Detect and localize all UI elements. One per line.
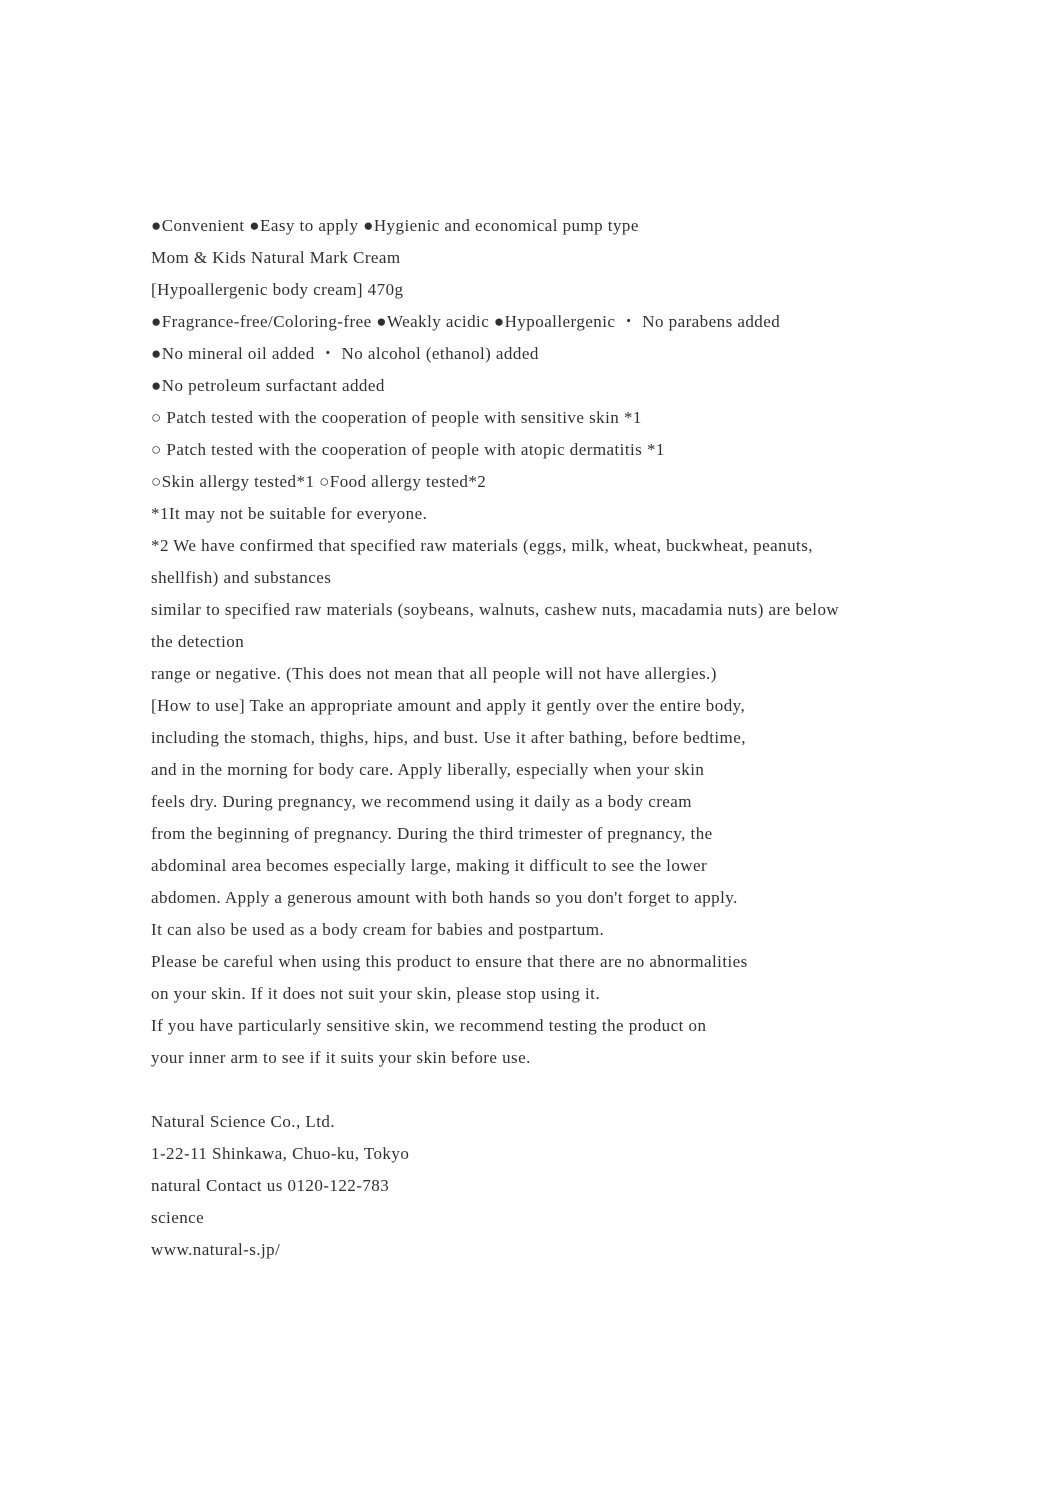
text-line: on your skin. If it does not suit your skin, please stop using it. bbox=[151, 984, 601, 1003]
company-name-part-line: science bbox=[151, 1208, 205, 1227]
text-line: abdomen. Apply a generous amount with both hands so you don't forget to apply. bbox=[151, 888, 738, 907]
text-line: [Hypoallergenic body cream] 470g bbox=[151, 280, 404, 299]
text-line: ○ Patch tested with the cooperation of people with atopic dermatitis *1 bbox=[151, 440, 665, 459]
text-line: It can also be used as a body cream for babies and postpartum. bbox=[151, 920, 605, 939]
company-name-line: Natural Science Co., Ltd. bbox=[151, 1112, 336, 1131]
document-text-block bbox=[151, 210, 951, 1266]
text-line: abdominal area becomes especially large, making it difficult to see the lower bbox=[151, 856, 708, 875]
text-line: ●No petroleum surfactant added bbox=[151, 376, 385, 395]
text-line: ○ Patch tested with the cooperation of people with sensitive skin *1 bbox=[151, 408, 642, 427]
text-line: feels dry. During pregnancy, we recommend using it daily as a body cream bbox=[151, 792, 692, 811]
product-name-line: Mom & Kids Natural Mark Cream bbox=[151, 248, 401, 267]
company-contact-line: natural Contact us 0120-122-783 bbox=[151, 1176, 390, 1195]
text-line: similar to specified raw materials (soybeans, walnuts, cashew nuts, macadamia nuts) are below bbox=[151, 600, 840, 619]
company-address-line: 1-22-11 Shinkawa, Chuo-ku, Tokyo bbox=[151, 1144, 410, 1163]
text-line: ●No mineral oil added ・ No alcohol (ethanol) added bbox=[151, 344, 539, 363]
text-line: and in the morning for body care. Apply liberally, especially when your skin bbox=[151, 760, 705, 779]
text-line: your inner arm to see if it suits your skin before use. bbox=[151, 1048, 531, 1067]
text-line: *1It may not be suitable for everyone. bbox=[151, 504, 428, 523]
text-line: Please be careful when using this product to ensure that there are no abnormalities bbox=[151, 952, 748, 971]
text-line: the detection bbox=[151, 632, 245, 651]
text-line: *2 We have confirmed that specified raw materials (eggs, milk, wheat, buckwheat, peanuts, bbox=[151, 536, 813, 555]
text-line: including the stomach, thighs, hips, and bust. Use it after bathing, before bedtime, bbox=[151, 728, 746, 747]
text-line: ●Fragrance-free/Coloring-free ●Weakly acidic ●Hypoallergenic ・ No parabens added bbox=[151, 312, 781, 331]
text-line: from the beginning of pregnancy. During the third trimester of pregnancy, the bbox=[151, 824, 713, 843]
company-website-line: www.natural-s.jp/ bbox=[151, 1240, 281, 1259]
text-line: ●Convenient ●Easy to apply ●Hygienic and economical pump type bbox=[151, 216, 639, 235]
text-line: ○Skin allergy tested*1 ○Food allergy tested*2 bbox=[151, 472, 487, 491]
blank-line bbox=[151, 1074, 951, 1106]
text-line: range or negative. (This does not mean that all people will not have allergies.) bbox=[151, 664, 717, 683]
text-line: If you have particularly sensitive skin, we recommend testing the product on bbox=[151, 1016, 707, 1035]
text-line: [How to use] Take an appropriate amount and apply it gently over the entire body, bbox=[151, 696, 746, 715]
text-line: shellfish) and substances bbox=[151, 568, 332, 587]
